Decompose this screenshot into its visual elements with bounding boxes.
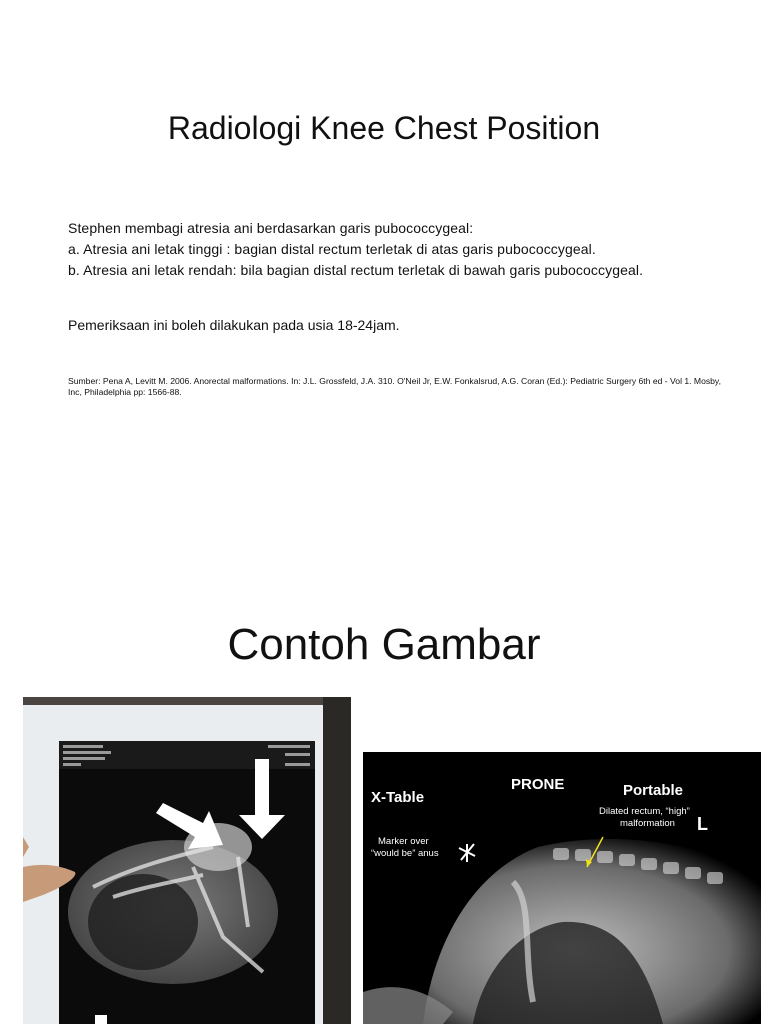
point-b: b. Atresia ani letak rendah: bila bagian distal rectum terletak di bawah garis pubococcygeal. xyxy=(68,262,644,278)
label-mode: Portable xyxy=(623,782,684,799)
xray-prone-drawing xyxy=(363,752,761,1024)
label-position: PRONE xyxy=(511,776,565,793)
exam-age-note: Pemeriksaan ini boleh dilakukan pada usia 18-24jam. xyxy=(68,317,400,333)
slide-title: Radiologi Knee Chest Position xyxy=(167,110,601,146)
classification-text xyxy=(68,218,738,281)
source-citation: Sumber: Pena A, Levitt M. 2006. Anorectal malformations. In: J.L. Grossfeld, J.A. 310. O'Neil Jr, E.W. Fonkalsrud, A.G. Coran (Ed.): Pediatric Surgery 6th ed - Vol 1. Mosby, Inc, Philadelphia pp: 1566-88. xyxy=(68,375,721,397)
annotation-rectum-line2: malformation xyxy=(620,818,675,829)
examples-title: Contoh Gambar xyxy=(227,620,541,669)
point-a: a. Atresia ani letak tinggi : bagian distal rectum terletak di atas garis pubococcygeal. xyxy=(68,241,596,257)
annotation-rectum-line1: Dilated rectum, “high” xyxy=(599,806,690,817)
annotation-marker-line2: “would be” anus xyxy=(371,848,439,859)
xray-photo-lightbox xyxy=(23,697,351,1024)
label-view: X-Table xyxy=(371,789,425,806)
intro-paragraph: Stephen membagi atresia ani berdasarkan garis pubococcygeal: xyxy=(68,220,474,236)
side-marker: L xyxy=(697,814,708,834)
xray-photo-drawing xyxy=(23,697,351,1024)
annotation-marker-line1: Marker over xyxy=(378,836,429,847)
xray-prone-image xyxy=(363,752,761,1024)
